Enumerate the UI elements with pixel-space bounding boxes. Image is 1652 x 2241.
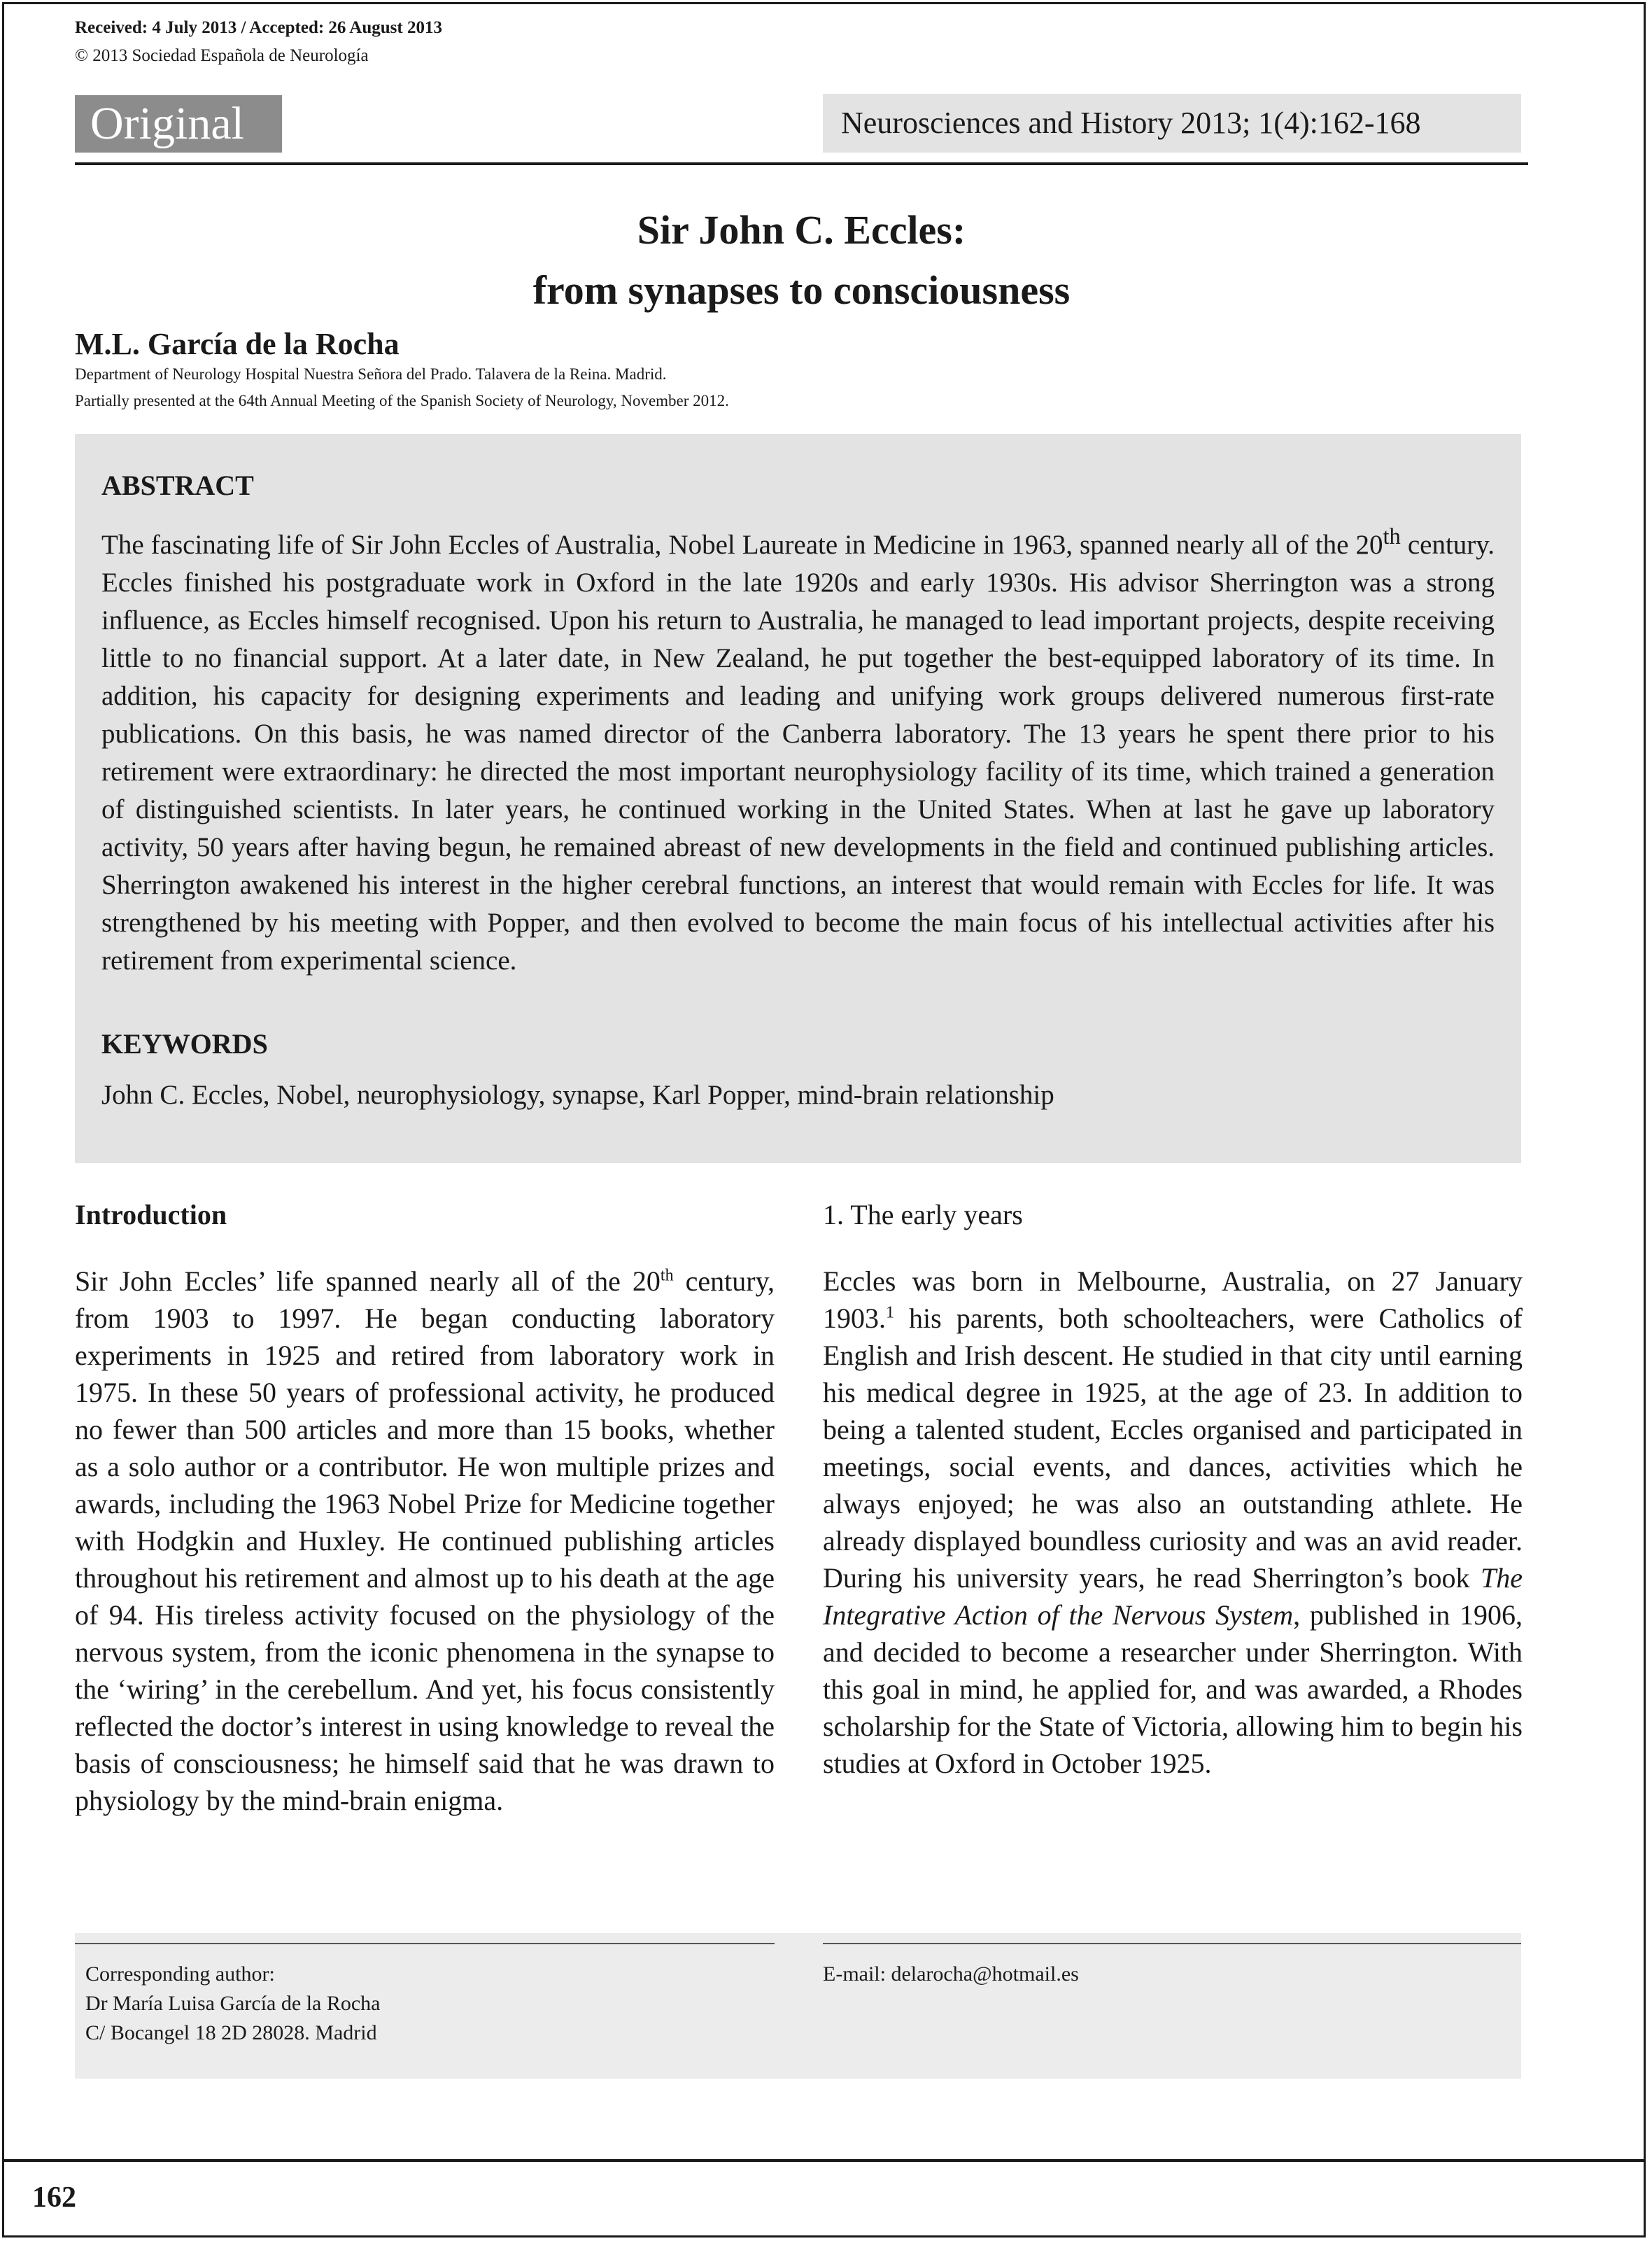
corr-address: C/ Bocangel 18 2D 28028. Madrid — [85, 2021, 377, 2044]
affiliation-block — [75, 361, 729, 414]
early-years-column — [823, 1195, 1523, 1782]
abstract-text: The fascinating life of Sir John Eccles of Australia, Nobel Laureate in Medicine in 1963, spanned nearly all of the 20th century. Eccles finished his postgraduate work in Oxford in the late 1920s and early 1930s. His advisor Sherrington was a strong influence, as Eccles himself recognised. Upon his return to Australia, he managed to lead important projects, despite receiving little to no financial support. At a later date, in New Zealand, he put together the best-equipped laboratory of its time. In addition, his capacity for designing experiments and leading and unifying work groups delivered numerous first-rate publications. On this basis, he was named director of the Canberra laboratory. The 13 years he spent there prior to his retirement were extraordinary: he directed the most important neurophysiology facility of its time, which trained a generation of distinguished scientists. In later years, he continued working in the United States. When at last he gave up laboratory activity, 50 years after having begun, he remained abreast of new developments in the field and continued publishing articles. Sherrington awakened his interest in the higher cerebral functions, an interest that would remain with Eccles for life. It was strengthened by his meeting with Popper, and then evolved to become the main focus of his intellectual activities after his retirement from experimental science. — [101, 524, 1495, 976]
author-email[interactable]: E-mail: delarocha@hotmail.es — [823, 1962, 1079, 1986]
early-years-heading: 1. The early years — [823, 1199, 1023, 1230]
affiliation: Department of Neurology Hospital Nuestra Señora del Prado. Talavera de la Reina. Madrid. — [75, 365, 667, 383]
introduction-heading: Introduction — [75, 1199, 227, 1230]
journal-citation: Neurosciences and History 2013; 1(4):162-168 — [823, 94, 1521, 153]
publication-meta — [75, 14, 442, 70]
abstract-box — [75, 434, 1521, 1163]
introduction-text: Sir John Eccles’ life spanned nearly all of the 20th century, from 1903 to 1997. He began conducting laboratory experiments in 1925 and retired from laboratory work in 1975. In these 50 years of professional activity, he produced no fewer than 500 articles and more than 15 books, whether as a solo author or a contributor. He won multiple prizes and awards, including the 1963 Nobel Prize for Medicine together with Hodgkin and Huxley. He continued publishing articles throughout his retirement and almost up to his death at the age of 94. His tireless activity focused on the physiology of the nervous system, from the iconic phenomena in the synapse to the ‘wiring’ in the cerebellum. And yet, his focus consistently reflected the doctor’s interest in using knowledge to reveal the basis of consciousness; he himself said that he was drawn to physiology by the mind-brain enigma. — [75, 1265, 775, 1816]
footer-rule-right — [823, 1943, 1521, 1944]
title-line-2: from synapses to consciousness — [532, 267, 1071, 313]
section-badge: Original — [75, 95, 282, 153]
introduction-column — [75, 1195, 775, 1819]
corr-label: Corresponding author: — [85, 1962, 275, 1986]
reference-link[interactable]: 1 — [886, 1303, 894, 1322]
copyright-notice: © 2013 Sociedad Española de Neurología — [75, 46, 369, 65]
header-rule — [75, 162, 1528, 165]
early-years-text: Eccles was born in Melbourne, Australia, on 27 January 1903.$^1$ his parents, both schoolteachers, were Catholics of English and Irish descent. He studied in that city until earning his medical degree in 1925, at the age of 23. In addition to being a talented student, Eccles organised and participated in meetings, social events, and dances, activities which he always enjoyed; he was also an outstanding athlete. He already displayed boundless curiosity and was an avid reader. During his university years, he read Sherrington’s book The Integrative Action of the Nervous System, published in 1906, and decided to become a researcher under Sherrington. With this goal in mind, he applied for, and was awarded, a Rhodes scholarship for the State of Victoria, allowing him to begin his studies at Oxford in October 1925. — [823, 1265, 1523, 1779]
footer-rule-left — [75, 1943, 775, 1944]
author-name: M.L. García de la Rocha — [75, 327, 400, 361]
corresponding-author — [85, 1960, 380, 2048]
page-number: 162 — [32, 2182, 76, 2214]
received-date: Received: 4 July 2013 / Accepted: 26 August 2013 — [75, 18, 442, 37]
presentation-note: Partially presented at the 64th Annual Meeting of the Spanish Society of Neurology, November 2012. — [75, 392, 729, 409]
footer-rule — [2, 2159, 1646, 2162]
keywords-heading: KEYWORDS — [101, 1028, 268, 1060]
article-title — [75, 200, 1528, 321]
corr-name: Dr María Luisa García de la Rocha — [85, 1992, 381, 2015]
abstract-heading: ABSTRACT — [101, 470, 254, 501]
keywords-text: John C. Eccles, Nobel, neurophysiology, synapse, Karl Popper, mind-brain relationship — [101, 1080, 1054, 1110]
title-line-1: Sir John C. Eccles: — [637, 207, 966, 253]
book-title: The Integrative Action of the Nervous System — [823, 1562, 1523, 1631]
